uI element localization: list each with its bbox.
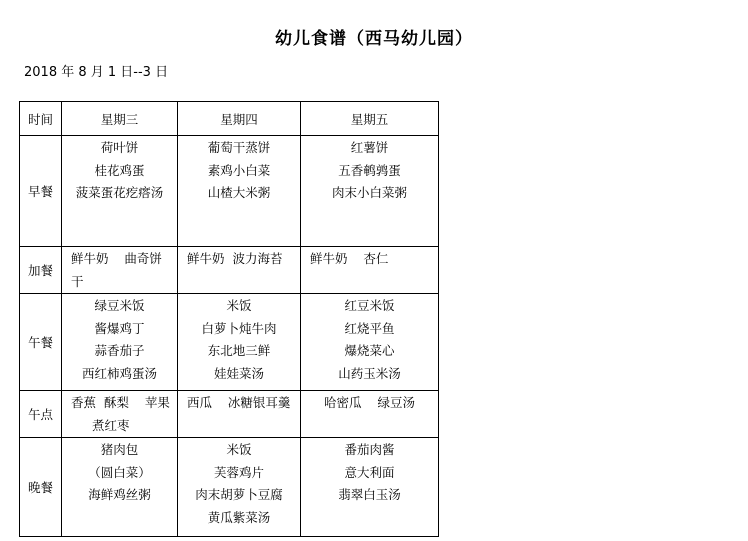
menu-item: 绿豆米饭 [94, 298, 145, 313]
menu-item: 番茄肉酱 [344, 442, 395, 457]
header-thursday: 星期四 [178, 102, 301, 136]
menu-item: 西瓜 冰糖银耳羹 [187, 395, 291, 410]
menu-item: 干 [71, 273, 84, 289]
meal-label-lunch: 午餐 [20, 294, 62, 391]
cell-lunch-thu [178, 294, 301, 391]
cell-snack-wed [62, 247, 178, 294]
menu-item: 翡翠白玉汤 [338, 487, 401, 502]
menu-table [19, 101, 439, 537]
menu-item: 哈密瓜 绿豆汤 [324, 395, 415, 410]
table-row-lunch [20, 294, 439, 391]
menu-item: 菠菜蛋花疙瘩汤 [75, 185, 164, 200]
table-row-afternoon-snack [20, 391, 439, 438]
menu-item: 娃娃菜汤 [213, 365, 264, 381]
header-time: 时间 [20, 102, 62, 136]
menu-item: 黄瓜紫菜汤 [207, 509, 271, 525]
cell-lunch-wed [62, 294, 178, 391]
menu-item: 米饭 [226, 298, 252, 313]
menu-item: 蒜香茄子 [94, 343, 145, 358]
cell-snack-thu [178, 247, 301, 294]
cell-dinner-fri [301, 438, 439, 537]
menu-item: 香蕉 酥梨 苹果 [71, 395, 170, 410]
menu-item: 红豆米饭 [344, 298, 395, 313]
table-header-row [20, 102, 439, 136]
cell-snack-fri [301, 247, 439, 294]
header-wednesday: 星期三 [62, 102, 178, 136]
menu-item: 山楂大米粥 [207, 185, 271, 200]
table-row-breakfast [20, 136, 439, 247]
meal-label-snack: 加餐 [20, 247, 62, 294]
menu-item: 红烧平鱼 [344, 320, 395, 336]
menu-item: 葡萄干蒸饼 [207, 140, 271, 155]
meal-label-breakfast: 早餐 [20, 136, 62, 247]
menu-item: 煮红枣 [92, 417, 130, 433]
menu-item: 桂花鸡蛋 [94, 162, 145, 178]
menu-item: 意大利面 [344, 464, 395, 480]
cell-breakfast-fri [301, 136, 439, 247]
header-friday: 星期五 [301, 102, 439, 136]
menu-item: 鲜牛奶 曲奇饼 [71, 251, 162, 266]
table-row-snack [20, 247, 439, 294]
menu-item: 米饭 [226, 442, 252, 457]
cell-afternoon-snack-fri [301, 391, 439, 438]
cell-breakfast-thu [178, 136, 301, 247]
menu-item: 鲜牛奶 波力海苔 [187, 251, 283, 266]
cell-lunch-fri [301, 294, 439, 391]
cell-breakfast-wed [62, 136, 178, 247]
menu-item: 芙蓉鸡片 [213, 464, 264, 480]
menu-item: 荷叶饼 [100, 140, 139, 155]
menu-item: 海鲜鸡丝粥 [88, 487, 151, 502]
menu-item: 山药玉米汤 [338, 365, 401, 381]
cell-dinner-wed [62, 438, 178, 537]
table-row-dinner [20, 438, 439, 537]
cell-afternoon-snack-wed [62, 391, 178, 438]
menu-item: 肉末小白菜粥 [331, 185, 407, 200]
menu-item: 白萝卜炖牛肉 [201, 320, 277, 336]
menu-item: 肉末胡萝卜豆腐 [195, 487, 283, 502]
meal-label-afternoon-snack: 午点 [20, 391, 62, 438]
menu-item: （圆白菜） [88, 464, 151, 480]
menu-item: 素鸡小白菜 [207, 162, 271, 178]
menu-item: 猪肉包 [100, 442, 139, 457]
menu-item: 西红柿鸡蛋汤 [81, 365, 157, 381]
date-range: 2018 年 8 月 1 日--3 日 [24, 65, 169, 80]
cell-dinner-thu [178, 438, 301, 537]
menu-item: 鲜牛奶 杏仁 [310, 251, 389, 266]
menu-item: 红薯饼 [350, 140, 389, 155]
menu-item: 爆烧菜心 [344, 343, 395, 358]
menu-item: 东北地三鲜 [207, 343, 271, 358]
meal-label-dinner: 晚餐 [20, 438, 62, 537]
menu-item: 酱爆鸡丁 [94, 320, 145, 336]
menu-item: 五香鹌鹑蛋 [338, 162, 401, 178]
cell-afternoon-snack-thu [178, 391, 301, 438]
page-title: 幼儿食谱（西马幼儿园） [275, 29, 473, 49]
